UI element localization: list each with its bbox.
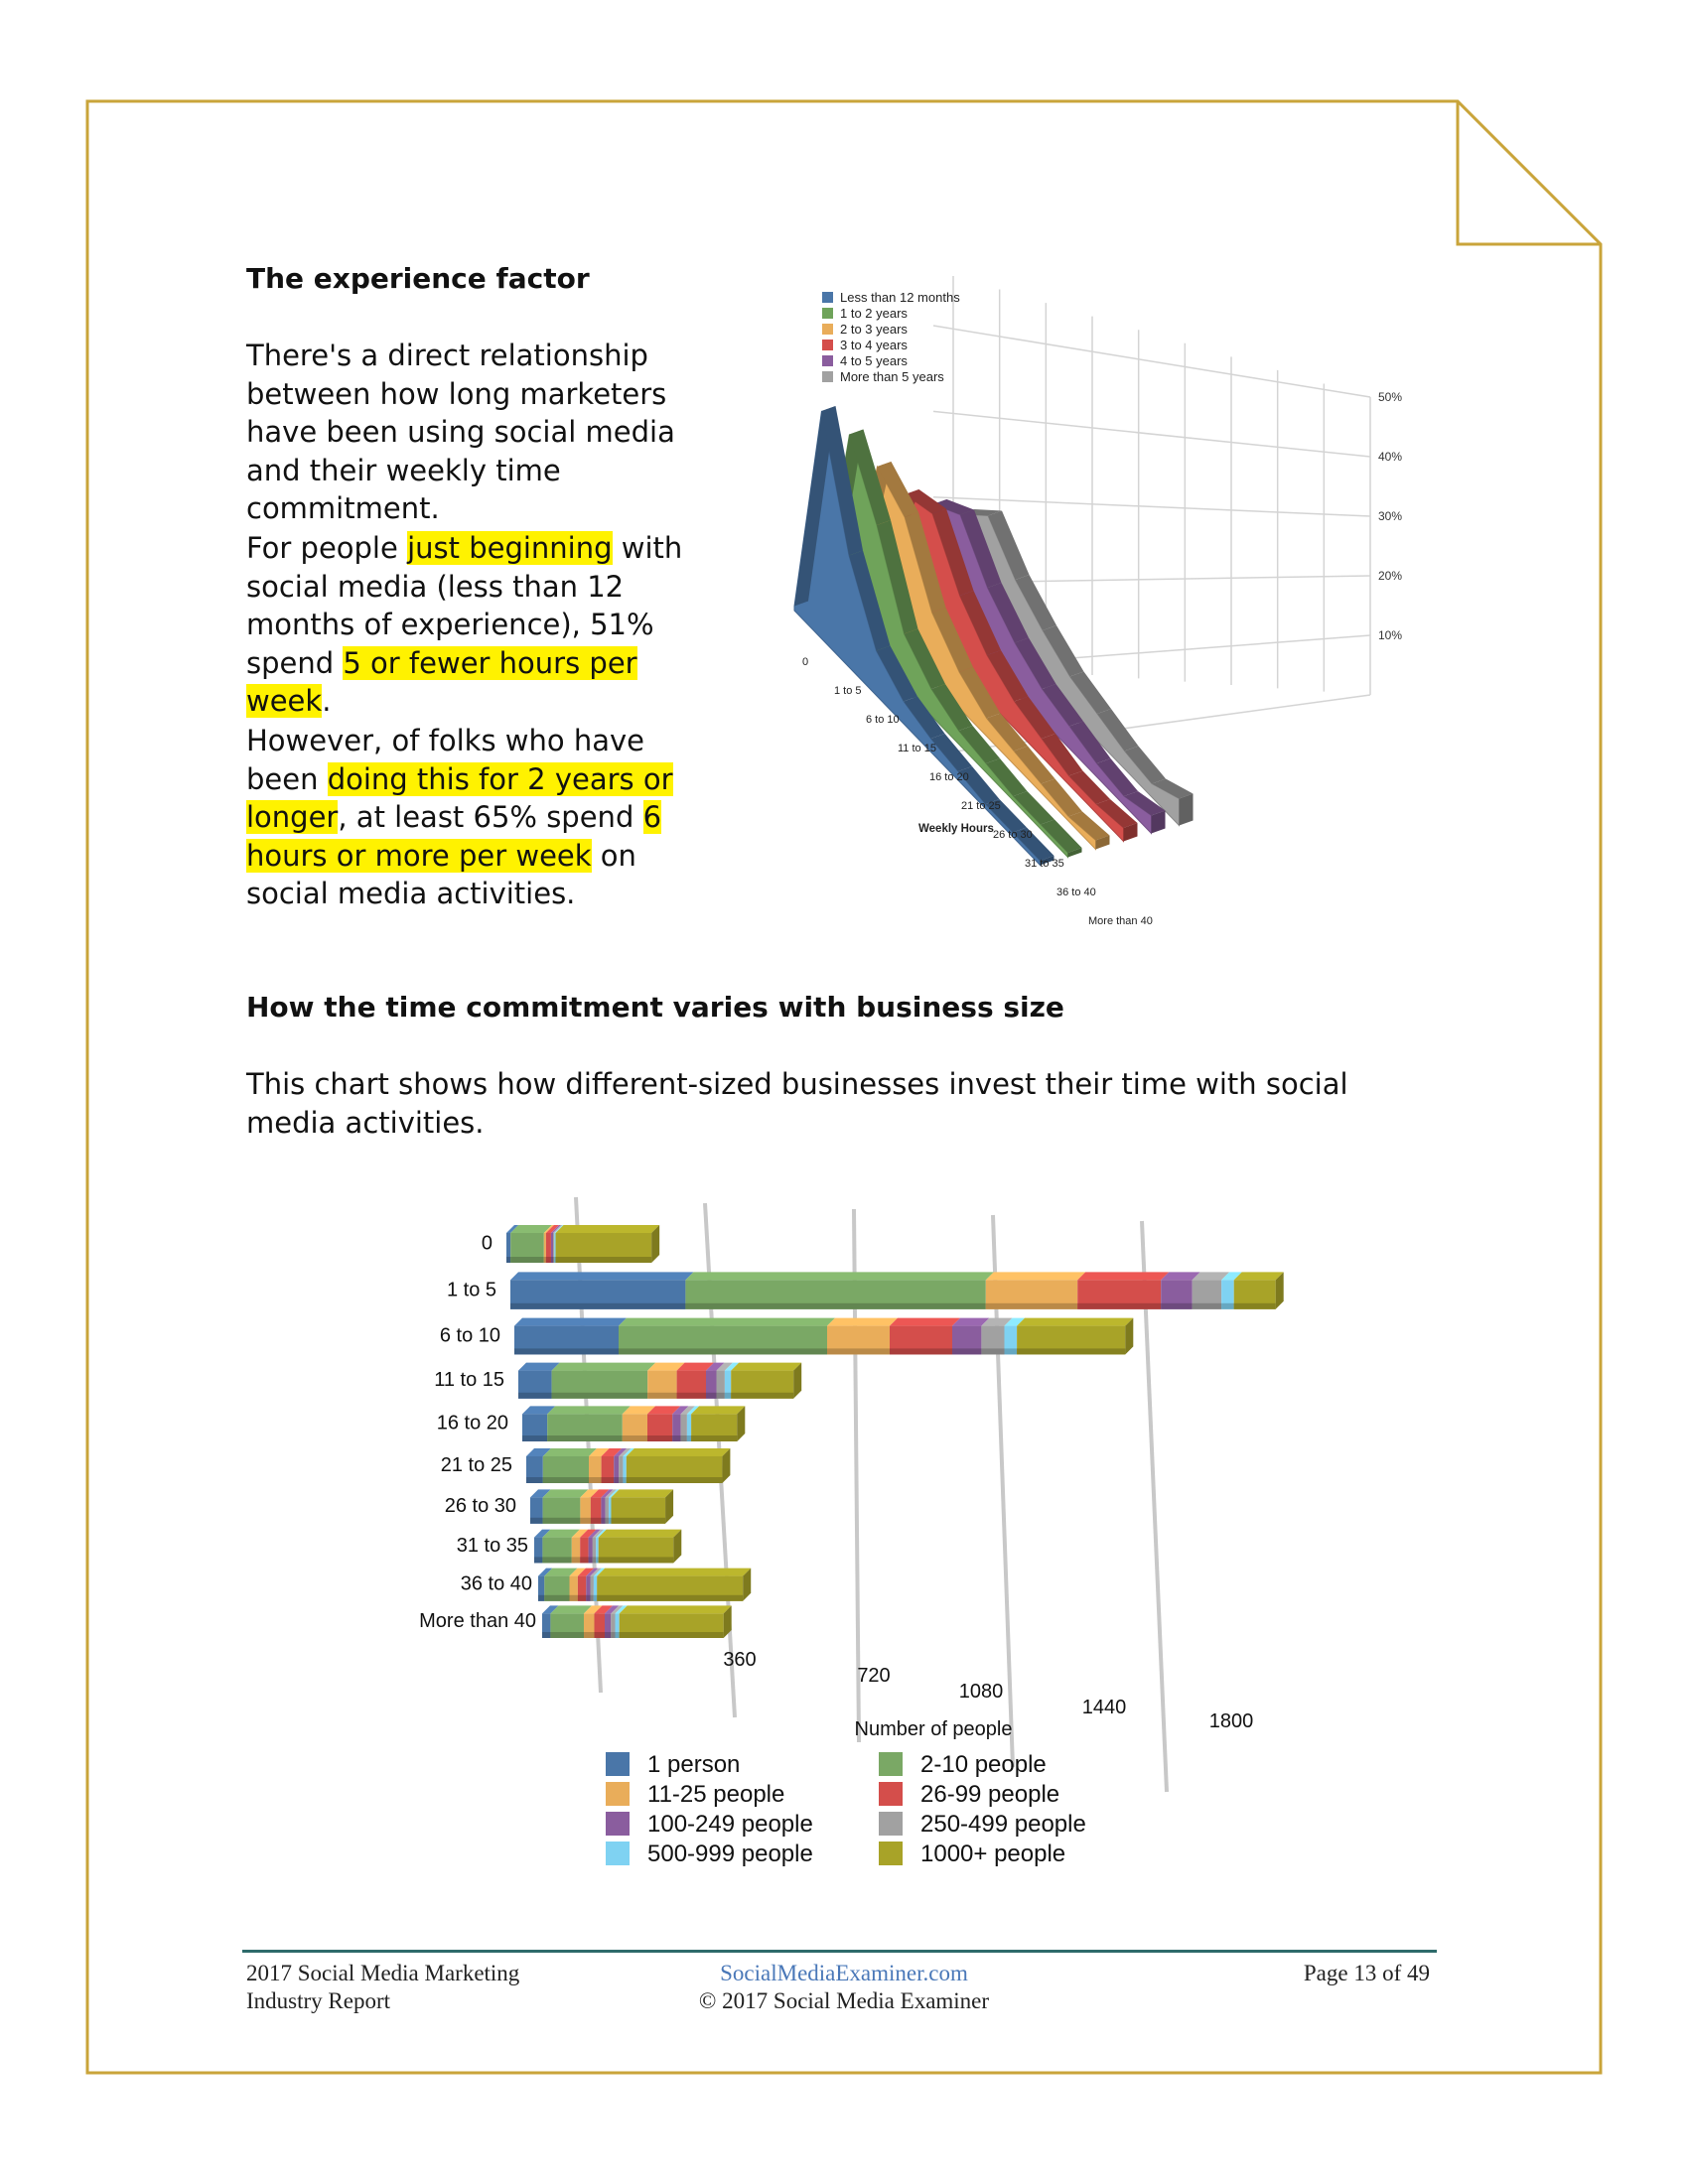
footer-center — [596, 1960, 1092, 2015]
bar-row — [538, 1569, 751, 1601]
bar-segment-shadow — [589, 1477, 602, 1483]
category-label: 26 to 30 — [444, 1494, 516, 1517]
bar-segment-shadow — [597, 1595, 743, 1601]
x-tick-label: 0 — [802, 656, 809, 668]
legend-swatch — [606, 1812, 630, 1836]
legend-swatch — [879, 1842, 903, 1865]
bar-row — [506, 1225, 659, 1263]
bar-segment-shadow — [623, 1435, 647, 1441]
bar-segment-top — [685, 1272, 993, 1280]
bar-segment-top — [890, 1318, 960, 1326]
legend-swatch — [822, 355, 833, 366]
highlight-six-hours: 6 hours or more per week — [246, 800, 662, 873]
bar-segment-shadow — [534, 1557, 542, 1563]
bar-segment-shadow — [530, 1518, 543, 1524]
text-run: with social media (less than 12 months of experience), 51% spend — [246, 531, 683, 680]
legend-label: 1000+ people — [920, 1841, 1066, 1867]
ribbon-end — [1180, 794, 1194, 826]
footer-report-title: 2017 Social Media Marketing — [246, 1961, 520, 1985]
bar-row — [514, 1318, 1133, 1355]
bar-segment-shadow — [601, 1518, 605, 1524]
legend-label: 3 to 4 years — [840, 338, 908, 352]
bar-segment-shadow — [890, 1348, 952, 1354]
legend-label: 4 to 5 years — [840, 353, 908, 368]
legend-label: 100-249 people — [647, 1811, 813, 1838]
bar-segment-shadow — [827, 1348, 890, 1354]
bar-row — [518, 1363, 801, 1399]
y-tick-label: 40% — [1378, 450, 1403, 464]
bar-segment-shadow — [580, 1557, 588, 1563]
bar-segment-shadow — [544, 1257, 546, 1263]
bar-segment-shadow — [1234, 1303, 1276, 1309]
bar-segment-shadow — [677, 1393, 706, 1399]
bar-segment-shadow — [611, 1518, 665, 1524]
bar-segment-shadow — [596, 1557, 599, 1563]
bar-segment-shadow — [685, 1303, 985, 1309]
bar-segment-shadow — [547, 1435, 623, 1441]
bar-row — [542, 1605, 732, 1638]
bar-segment-shadow — [542, 1557, 571, 1563]
x-tick-label: 1800 — [1208, 1710, 1254, 1732]
text-run: , at least 65% spend — [338, 800, 643, 834]
bar-segment-shadow — [619, 1348, 827, 1354]
x-tick-label: 1 to 5 — [834, 685, 862, 697]
bar-segment-shadow — [556, 1257, 652, 1263]
bar-segment-shadow — [614, 1477, 619, 1483]
bar-segment-shadow — [538, 1595, 544, 1601]
bar-row — [510, 1272, 1284, 1308]
bar-segment-shadow — [586, 1595, 590, 1601]
x-tick-label: 1440 — [1081, 1697, 1127, 1718]
bar-segment-shadow — [546, 1257, 551, 1263]
x-tick-label: 11 to 15 — [898, 743, 936, 754]
experience-chart — [755, 268, 1450, 927]
bar-segment-top — [627, 1448, 731, 1456]
bar-segment-shadow — [981, 1348, 1004, 1354]
paragraph-beginners — [246, 529, 713, 721]
bar-segment-shadow — [591, 1518, 602, 1524]
category-label: 1 to 5 — [446, 1279, 496, 1301]
bar-segment-shadow — [595, 1632, 606, 1638]
bar-segment-shadow — [1161, 1303, 1193, 1309]
bar-segment-top — [1017, 1318, 1133, 1326]
x-tick-label: 1080 — [958, 1681, 1004, 1703]
business-size-chart — [377, 1171, 1370, 1886]
footer-page-number: Page 13 of 49 — [1303, 1961, 1430, 1985]
bar-segment-shadow — [510, 1303, 685, 1309]
text-run: However, of folks who have been — [246, 724, 644, 796]
bar-segment-shadow — [672, 1435, 680, 1441]
legend-swatch — [606, 1782, 630, 1806]
bar-segment-top — [731, 1363, 801, 1371]
bar-segment-shadow — [572, 1557, 580, 1563]
footer-rule — [242, 1950, 1437, 1953]
y-tick-label: 20% — [1378, 569, 1403, 583]
x-tick-label: 31 to 35 — [1025, 858, 1064, 870]
x-axis-title: Number of people — [854, 1718, 1013, 1740]
bar-segment-shadow — [1077, 1303, 1161, 1309]
bar-segment-top — [1234, 1272, 1284, 1280]
legend-swatch — [822, 324, 833, 335]
x-tick-label: 360 — [723, 1649, 757, 1671]
bar-segment-shadow — [518, 1393, 552, 1399]
bar-segment-shadow — [623, 1477, 626, 1483]
footer-report-subtitle: Industry Report — [246, 1988, 391, 2013]
bar-segment-shadow — [599, 1557, 674, 1563]
bar-segment-shadow — [591, 1595, 594, 1601]
highlight-two-years: doing this for 2 years or longer — [246, 761, 673, 834]
bar-row — [526, 1448, 730, 1483]
bar-row — [534, 1530, 681, 1564]
bar-segment-shadow — [580, 1518, 591, 1524]
legend-swatch — [822, 340, 833, 350]
category-label: More than 40 — [419, 1609, 536, 1632]
paragraph-business-size: This chart shows how different-sized businesses invest their time with social media activities. — [246, 1067, 1348, 1140]
bar-segment-top — [611, 1489, 673, 1497]
bar-segment-shadow — [986, 1303, 1077, 1309]
bar-segment-shadow — [627, 1477, 723, 1483]
bar-segment-shadow — [1017, 1348, 1125, 1354]
bar-segment-shadow — [647, 1393, 676, 1399]
category-label: 6 to 10 — [439, 1324, 500, 1347]
bar-segment-top — [986, 1272, 1085, 1280]
section-heading-business-size: How the time commitment varies with business size — [246, 991, 1064, 1024]
footer-left — [246, 1960, 519, 2015]
text-run: on social media activities. — [246, 838, 636, 910]
bar-segment-top — [597, 1569, 751, 1576]
y-tick-label: 50% — [1378, 390, 1403, 404]
bar-segment-top — [1077, 1272, 1169, 1280]
x-axis-title: Weekly Hours — [918, 823, 994, 835]
bar-segment-shadow — [543, 1518, 581, 1524]
legend-swatch — [822, 308, 833, 319]
bar-segment-shadow — [605, 1632, 611, 1638]
bar-segment-shadow — [691, 1435, 737, 1441]
x-tick-label: 26 to 30 — [993, 829, 1033, 841]
category-label: 11 to 15 — [434, 1369, 504, 1392]
bar-segment-shadow — [542, 1632, 550, 1638]
legend-label: 1 person — [647, 1751, 741, 1778]
bar-segment-top — [510, 1272, 693, 1280]
bar-segment-shadow — [647, 1435, 672, 1441]
bar-segment-top — [547, 1406, 631, 1414]
bar-segment-top — [552, 1363, 656, 1371]
legend-swatch — [879, 1782, 903, 1806]
bar-segment-top — [543, 1489, 589, 1497]
bar-segment-top — [543, 1448, 597, 1456]
highlight-just-beginning: just beginning — [407, 531, 613, 565]
category-label: 36 to 40 — [460, 1572, 532, 1595]
x-tick-label: 21 to 25 — [961, 800, 1001, 812]
bar-segment-shadow — [593, 1557, 596, 1563]
bar-segment-shadow — [510, 1257, 544, 1263]
legend-swatch — [822, 292, 833, 303]
legend-label: 2-10 people — [920, 1751, 1047, 1778]
bar-segment-top — [691, 1406, 745, 1414]
bar-segment-shadow — [620, 1632, 724, 1638]
bar-segment-shadow — [606, 1518, 609, 1524]
bar-segment-top — [514, 1318, 627, 1326]
highlight-five-or-fewer: 5 or fewer hours per week — [246, 645, 637, 718]
x-tick-label: More than 40 — [1088, 915, 1153, 927]
legend-label: 1 to 2 years — [840, 306, 908, 321]
y-tick-label: 30% — [1378, 509, 1403, 523]
bar-segment-shadow — [731, 1393, 793, 1399]
legend-label: 11-25 people — [647, 1781, 785, 1808]
bar-segment-shadow — [619, 1477, 623, 1483]
bar-segment-shadow — [687, 1435, 691, 1441]
bar-segment-shadow — [706, 1393, 717, 1399]
bar-segment-top — [599, 1530, 682, 1538]
bar-segment-shadow — [554, 1257, 555, 1263]
legend-swatch — [879, 1812, 903, 1836]
bar-segment-shadow — [717, 1393, 725, 1399]
bar-segment-shadow — [553, 1257, 554, 1263]
bar-segment-shadow — [1193, 1303, 1221, 1309]
x-tick-label: 36 to 40 — [1056, 887, 1096, 898]
bar-row — [530, 1489, 673, 1523]
bar-segment-shadow — [725, 1393, 731, 1399]
footer-copyright: © 2017 Social Media Examiner — [698, 1988, 990, 2013]
legend-label: 26-99 people — [920, 1781, 1060, 1808]
x-tick-label: 6 to 10 — [866, 714, 900, 726]
bar-segment-shadow — [594, 1595, 597, 1601]
y-tick-label: 10% — [1378, 628, 1403, 642]
bar-segment-shadow — [681, 1435, 687, 1441]
bar-segment-shadow — [1005, 1348, 1018, 1354]
bar-segment-shadow — [952, 1348, 981, 1354]
bar-segment-shadow — [578, 1595, 586, 1601]
bar-segment-shadow — [611, 1632, 615, 1638]
bar-segment-top — [827, 1318, 898, 1326]
bar-segment-shadow — [550, 1632, 584, 1638]
bar-segment-top — [619, 1318, 835, 1326]
bar-segment-shadow — [526, 1477, 543, 1483]
legend-swatch — [606, 1842, 630, 1865]
bar-segment-shadow — [544, 1595, 569, 1601]
x-tick-label: 720 — [857, 1665, 891, 1687]
legend-label: 500-999 people — [647, 1841, 813, 1867]
bar-segment-shadow — [543, 1477, 589, 1483]
x-tick-label: 16 to 20 — [929, 771, 969, 783]
bar-segment-shadow — [522, 1435, 547, 1441]
bar-segment-shadow — [609, 1518, 612, 1524]
legend-label: 2 to 3 years — [840, 322, 908, 337]
bar-segment-shadow — [584, 1632, 595, 1638]
paragraph-intro: There's a direct relationship between how long marketers have been using social media and their weekly time commitment. — [246, 339, 675, 525]
category-label: 0 — [481, 1232, 492, 1255]
bar-segment-shadow — [589, 1557, 593, 1563]
bar-segment-top — [556, 1225, 660, 1233]
text-run: For people — [246, 531, 408, 565]
category-label: 31 to 35 — [456, 1534, 528, 1557]
bar-segment-shadow — [570, 1595, 578, 1601]
legend-swatch — [879, 1752, 903, 1776]
bar-segment-shadow — [506, 1257, 510, 1263]
category-label: 16 to 20 — [436, 1412, 508, 1434]
bar-segment-shadow — [514, 1348, 619, 1354]
legend-label: 250-499 people — [920, 1811, 1086, 1838]
bar-segment-shadow — [551, 1257, 553, 1263]
legend-label: More than 5 years — [840, 369, 944, 384]
bar-segment-shadow — [616, 1632, 620, 1638]
bar-segment-shadow — [1221, 1303, 1234, 1309]
bar-row — [522, 1406, 745, 1441]
legend-label: Less than 12 months — [840, 290, 960, 305]
text-run: . — [322, 684, 332, 718]
legend-swatch — [822, 371, 833, 382]
footer-site-link[interactable]: SocialMediaExaminer.com — [720, 1961, 968, 1985]
legend-swatch — [606, 1752, 630, 1776]
section-heading-experience: The experience factor — [246, 262, 590, 295]
bar-segment-top — [620, 1605, 732, 1613]
bar-segment-shadow — [552, 1393, 648, 1399]
paragraph-experienced — [246, 722, 713, 913]
bar-segment-shadow — [602, 1477, 615, 1483]
category-label: 21 to 25 — [440, 1453, 512, 1476]
